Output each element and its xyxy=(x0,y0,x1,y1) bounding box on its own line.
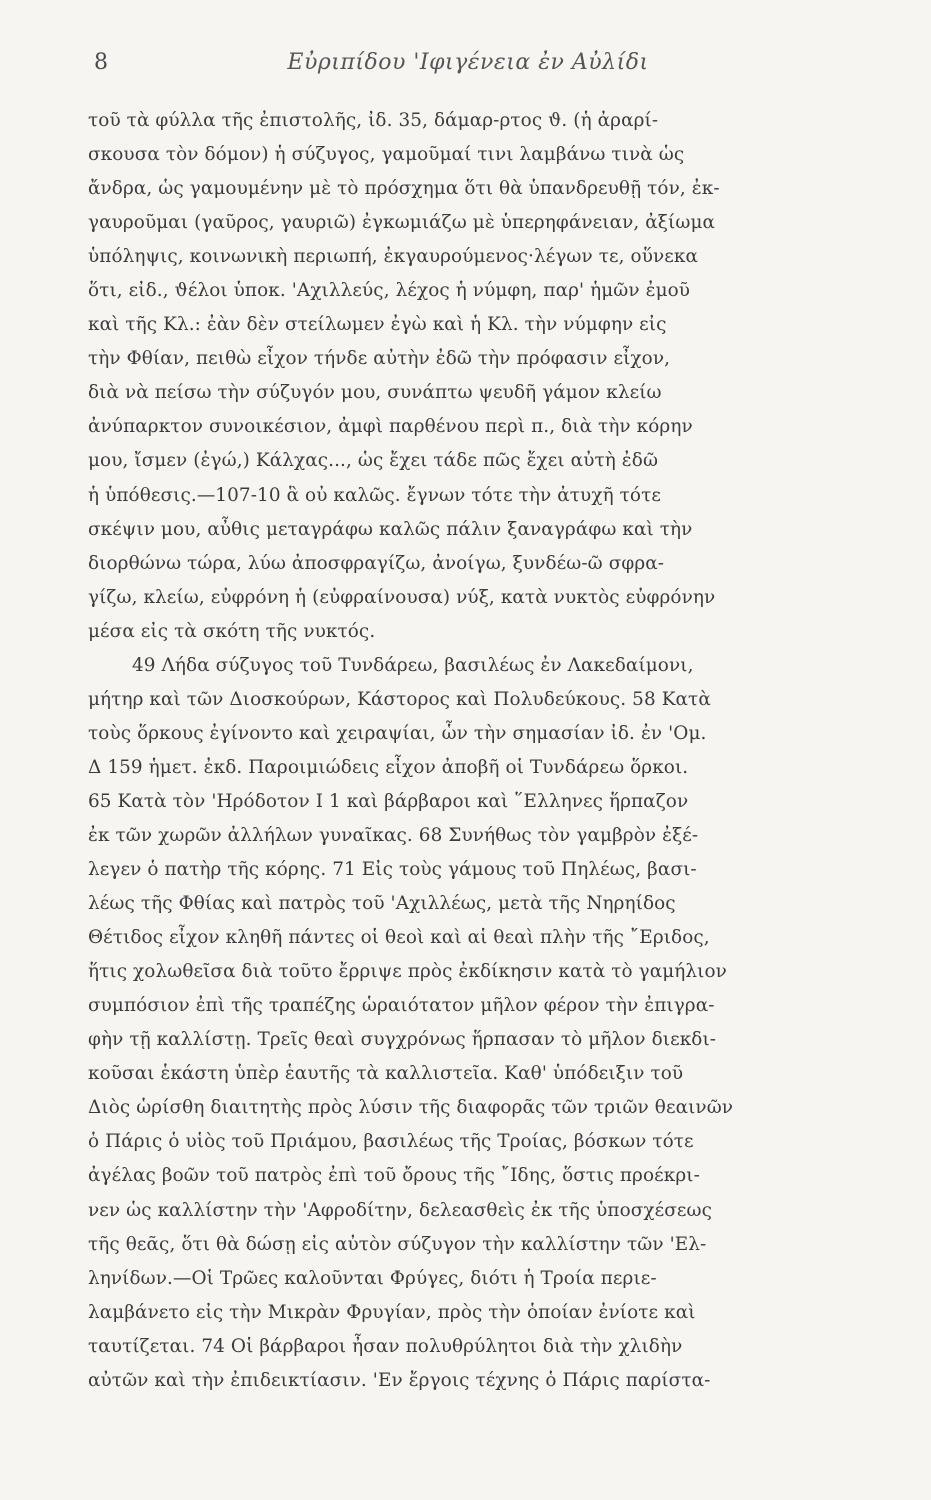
text-line: μου, ἴσμεν (ἐγώ,) Κάλχας..., ὡς ἔχει τάδε πῶς ἔχει αὐτὴ ἐδῶ xyxy=(88,450,659,472)
text-line: ὅτι, εἰδ., ϑέλοι ὑποκ. 'Αχιλλεύς, λέχος ἡ νύμφη, παρ' ἡμῶν ἐμοῦ xyxy=(88,280,691,302)
text-line: ταυτίζεται. 74 Οἱ βάρβαροι ἦσαν πολυθρύλητοι διὰ τὴν χλιδὴν xyxy=(88,1335,683,1357)
text-line: ἐκ τῶν χωρῶν ἀλλήλων γυναῖκας. 68 Συνήθως τὸν γαμβρὸν ἐξέ- xyxy=(88,824,699,846)
text-line: διὰ νὰ πείσω τὴν σύζυγόν μου, συνάπτω ψευδῆ γάμον κλείω xyxy=(88,382,662,404)
text-line: διορθώνω τώρα, λύω ἀποσφραγίζω, ἀνοίγω, ξυνδέω-ῶ σφρα- xyxy=(88,552,665,574)
text-line: λαμβάνετο εἰς τὴν Μικρὰν Φρυγίαν, πρὸς τὴν ὁποίαν ἐνίοτε καὶ xyxy=(88,1301,696,1323)
text-line: τῆς θεᾶς, ὅτι θὰ δώσῃ εἰς αὐτὸν σύζυγον τὴν καλλίστην τῶν 'Ελ- xyxy=(88,1233,707,1255)
text-line: Δ 159 ἡμετ. ἐκδ. Παροιμιώδεις εἶχον ἀποβῆ οἱ Τυνδάρεω ὅρκοι. xyxy=(88,756,689,778)
page-header xyxy=(88,50,848,98)
text-line: κοῦσαι ἑκάστη ὑπὲρ ἑαυτῆς τὰ καλλιστεῖα. Καθ' ὑπόδειξιν τοῦ xyxy=(88,1063,684,1085)
text-line: ἥτις χολωθεῖσα διὰ τοῦτο ἔρριψε πρὸς ἐκδίκησιν κατὰ τὸ γαμήλιον xyxy=(88,961,727,983)
text-line: λεγεν ὁ πατὴρ τῆς κόρης. 71 Εἰς τοὺς γάμους τοῦ Πηλέως, βασι- xyxy=(88,859,697,881)
text-line: 65 Κατὰ τὸν 'Ηρόδοτον I 1 καὶ βάρβαροι καὶ ῞Ελληνες ἥρπαζον xyxy=(88,790,689,812)
text-line: Διὸς ὡρίσθη διαιτητὴς πρὸς λύσιν τῆς διαφορᾶς τῶν τριῶν θεαινῶν xyxy=(88,1097,734,1119)
text-line: φὴν τῇ καλλίστῃ. Τρεῖς θεαὶ συγχρόνως ἥρπασαν τὸ μῆλον διεκδι- xyxy=(88,1029,717,1051)
text-line: αὐτῶν καὶ τὴν ἐπιδεικτίασιν. 'Εν ἔργοις τέχνης ὁ Πάρις παρίστα- xyxy=(88,1369,711,1391)
page-number: 8 xyxy=(94,50,108,75)
text-line: τοὺς ὅρκους ἐγίνοντο καὶ χειραψίαι, ὧν τὴν σημασίαν ἰδ. ἐν 'Ομ. xyxy=(88,722,707,744)
text-line: νεν ὡς καλλίστην τὴν 'Αφροδίτην, δελεασθεὶς ἐκ τῆς ὑποσχέσεως xyxy=(88,1199,713,1221)
text-line: τὴν Φθίαν, πειθὼ εἶχον τήνδε αὐτὴν ἐδῶ τὴν πρόφασιν εἶχον, xyxy=(88,348,671,370)
text-line: μήτηρ καὶ τῶν Διοσκούρων, Κάστορος καὶ Πολυδεύκους. 58 Κατὰ xyxy=(88,688,711,710)
book-page xyxy=(88,50,848,1470)
text-line: ληνίδων.—Οἱ Τρῶες καλοῦνται Φρύγες, διότι ἡ Τροία περιε- xyxy=(88,1267,657,1289)
text-line: ὁ Πάρις ὁ υἱὸς τοῦ Πριάμου, βασιλέως τῆς Τροίας, βόσκων τότε xyxy=(88,1131,694,1153)
text-line: γαυροῦμαι (γαῦρος, γαυριῶ) ἐγκωμιάζω μὲ ὑπερηφάνειαν, ἀξίωμα xyxy=(88,212,716,234)
text-line: σκουσα τὸν δόμον) ἡ σύζυγος, γαμοῦμαί τινι λαμβάνω τινὰ ὡς xyxy=(88,144,685,166)
text-line: ἀνύπαρκτον συνοικέσιον, ἀμφὶ παρθένου περὶ π., διὰ τὴν κόρην xyxy=(88,416,693,438)
text-line: ὑπόληψις, κοινωνικὴ περιωπή, ἐκγαυρούμενος·λέγων τε, οὕνεκα xyxy=(88,246,699,268)
text-line: μέσα εἰς τὰ σκότη τῆς νυκτός. xyxy=(88,620,376,642)
text-line: ἡ ὑπόθεσις.—107-10 ἃ οὐ καλῶς. ἔγνων τότε τὴν ἀτυχῆ τότε xyxy=(88,484,661,506)
text-line: Θέτιδος εἶχον κληθῆ πάντες οἱ θεοὶ καὶ αἱ θεαὶ πλὴν τῆς ῎Εριδος, xyxy=(88,927,710,949)
text-line: 49 Λήδα σύζυγος τοῦ Τυνδάρεω, βασιλέως ἐν Λακεδαίμονι, xyxy=(132,654,694,676)
text-line: ἀγέλας βοῶν τοῦ πατρὸς ἐπὶ τοῦ ὄρους τῆς ῎Ιδης, ὅστις προέκρι- xyxy=(88,1165,700,1187)
commentary-text xyxy=(88,104,848,1398)
text-line: ἄνδρα, ὡς γαμουμένην μὲ τὸ πρόσχημα ὅτι θὰ ὑπανδρευθῇ τόν, ἐκ- xyxy=(88,178,720,200)
text-line: σκέψιν μου, αὖθις μεταγράφω καλῶς πάλιν ξαναγράφω καὶ τὴν xyxy=(88,518,693,540)
text-line: γίζω, κλείω, εὐφρόνη ἡ (εὐφραίνουσα) νύξ, κατὰ νυκτὸς εὐφρόνην xyxy=(88,586,716,608)
text-line: συμπόσιον ἐπὶ τῆς τραπέζης ὡραιότατον μῆλον φέρον τὴν ἐπιγρα- xyxy=(88,995,715,1017)
running-title: Εὐριπίδου 'Ιφιγένεια ἐν Αὐλίδι xyxy=(287,50,649,75)
text-line: λέως τῆς Φθίας καὶ πατρὸς τοῦ 'Αχιλλέως, μετὰ τῆς Νηρηίδος xyxy=(88,893,676,915)
text-line: καὶ τῆς Κλ.: ἐὰν δὲν στείλωμεν ἐγὼ καὶ ἡ Κλ. τὴν νύμφην εἰς xyxy=(88,314,667,336)
text-line: τοῦ τὰ φύλλα τῆς ἐπιστολῆς, ἰδ. 35, δάμαρ-ρτος ϑ. (ἡ ἀραρί- xyxy=(88,110,659,131)
